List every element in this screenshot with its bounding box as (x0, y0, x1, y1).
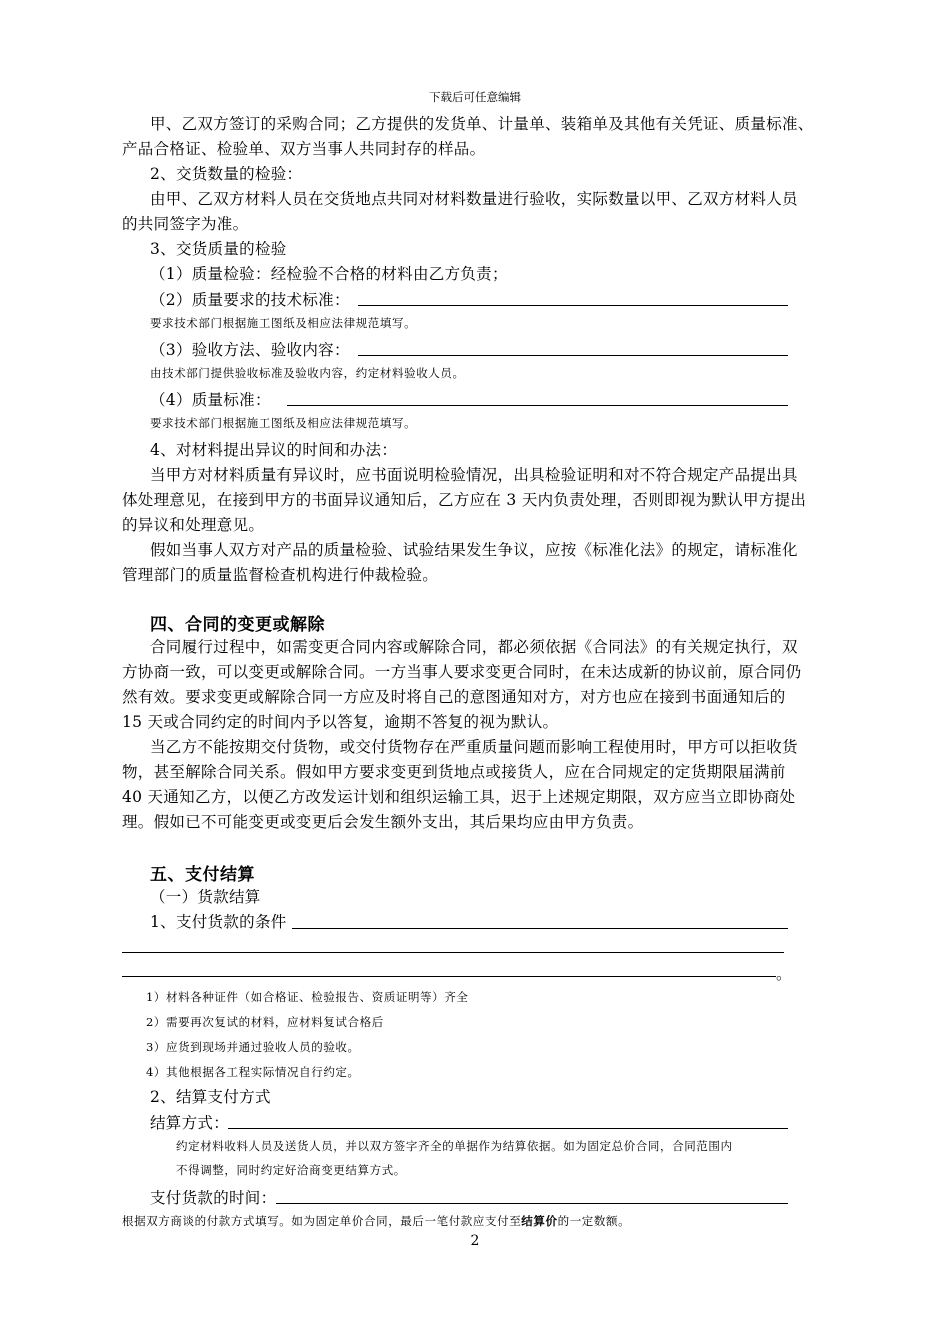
end-mark: 。 (776, 965, 792, 983)
field-label: 支付货款的时间： (150, 1189, 277, 1207)
paragraph-line: 甲、乙双方签订的采购合同；乙方提供的发货单、计量单、装箱单及其他有关凭证、质量标准、 (150, 115, 814, 133)
note-text: 根据双方商谈的付款方式填写。如为固定单价合同，最后一笔付款应支付至 (122, 1214, 522, 1228)
paragraph-line: 合同履行过程中，如需变更合同内容或解除合同，都必须依据《合同法》的有关规定执行，双 (150, 638, 798, 656)
item-title: 4、对材料提出异议的时间和办法： (150, 441, 398, 459)
page-number: 2 (470, 1233, 480, 1249)
paragraph-line: 的共同签字为准。 (122, 215, 249, 233)
fill-in-blank-settlement-method[interactable] (228, 1128, 788, 1129)
fill-in-blank-payment-conditions-line2[interactable] (122, 952, 784, 953)
paragraph-line: 的异议和处理意见。 (122, 516, 265, 534)
item-title: 2、结算支付方式 (150, 1088, 271, 1106)
section-heading: 四、合同的变更或解除 (150, 615, 325, 635)
condition-note: 2）需要再次复试的材料，应材料复试合格后 (146, 1015, 384, 1029)
fill-in-blank-technical-standard[interactable] (358, 305, 788, 306)
section-heading: 五、支付结算 (150, 865, 255, 885)
paragraph-line: 物，甚至解除合同关系。假如甲方要求变更到货地点或接货人，应在合同规定的定货期限届满前 (122, 763, 786, 781)
sub-item: （3）验收方法、验收内容： (150, 341, 350, 359)
sub-heading: （一）货款结算 (150, 888, 261, 906)
paragraph-line: 假如当事人双方对产品的质量检验、试验结果发生争议，应按《标准化法》的规定，请标准化 (150, 541, 798, 559)
item-title: 2、交货数量的检验： (150, 165, 303, 183)
fill-in-blank-payment-time[interactable] (276, 1203, 788, 1204)
fill-in-blank-acceptance-method[interactable] (358, 355, 788, 356)
paragraph-line: 理。假如已不可能变更或变更后会发生额外支出，其后果均应由甲方负责。 (122, 813, 644, 831)
paragraph-line: 15 天或合同约定的时间内予以答复，逾期不答复的视为默认。 (122, 713, 559, 731)
condition-note: 3）应货到现场并通过验收人员的验收。 (146, 1040, 360, 1054)
fill-in-blank-payment-conditions-line3[interactable] (122, 976, 776, 977)
paragraph-line: 当乙方不能按期交付货物，或交付货物存在严重质量问题而影响工程使用时，甲方可以拒收货 (150, 738, 798, 756)
paragraph-line: 体处理意见，在接到甲方的书面异议通知后，乙方应在 3 天内负责处理，否则即视为默认甲方提出 (122, 491, 807, 509)
page-header: 下载后可任意编辑 (429, 90, 521, 104)
guidance-note: 不得调整，同时约定好洽商变更结算方式。 (176, 1163, 406, 1177)
note-emphasis: 结算价 (521, 1214, 558, 1228)
field-label: 结算方式： (150, 1114, 230, 1132)
fill-in-blank-quality-standard[interactable] (287, 405, 788, 406)
guidance-note: 约定材料收料人员及送货人员，并以双方签字齐全的单据作为结算依据。如为固定总价合同，合同范围内 (176, 1139, 733, 1153)
paragraph-line: 由甲、乙双方材料人员在交货地点共同对材料数量进行验收，实际数量以甲、乙双方材料人员 (150, 190, 798, 208)
sub-item: （2）质量要求的技术标准： (150, 291, 350, 309)
guidance-note: 要求技术部门根据施工图纸及相应法律规范填写。 (150, 316, 417, 330)
fill-in-blank-payment-conditions[interactable] (292, 928, 788, 929)
note-text: 的一定数额。 (557, 1214, 631, 1228)
guidance-note (122, 1212, 630, 1230)
paragraph-line: 方协商一致，可以变更或解除合同。一方当事人要求变更合同时，在未达成新的协议前，原合同仍 (122, 663, 802, 681)
sub-item: （4）质量标准： (150, 391, 271, 409)
paragraph-line: 40 天通知乙方，以便乙方改发运计划和组织运输工具，迟于上述规定期限，双方应当立即协商处 (122, 788, 796, 806)
guidance-note: 要求技术部门根据施工图纸及相应法律规范填写。 (150, 416, 417, 430)
paragraph-line: 产品合格证、检验单、双方当事人共同封存的样品。 (122, 140, 486, 158)
guidance-note: 由技术部门提供验收标准及验收内容，约定材料验收人员。 (150, 366, 465, 380)
sub-item: （1）质量检验：经检验不合格的材料由乙方负责； (150, 265, 508, 283)
condition-note: 1）材料各种证件（如合格证、检验报告、资质证明等）齐全 (146, 990, 469, 1004)
item-title: 1、支付货款的条件 (150, 913, 287, 931)
paragraph-line: 当甲方对材料质量有异议时，应书面说明检验情况，出具检验证明和对不符合规定产品提出具 (150, 466, 798, 484)
condition-note: 4）其他根据各工程实际情况自行约定。 (146, 1065, 360, 1079)
paragraph-line: 然有效。要求变更或解除合同一方应及时将自己的意图通知对方，对方也应在接到书面通知后的 (122, 688, 786, 706)
item-title: 3、交货质量的检验 (150, 240, 287, 258)
paragraph-line: 管理部门的质量监督检查机构进行仲裁检验。 (122, 566, 439, 584)
